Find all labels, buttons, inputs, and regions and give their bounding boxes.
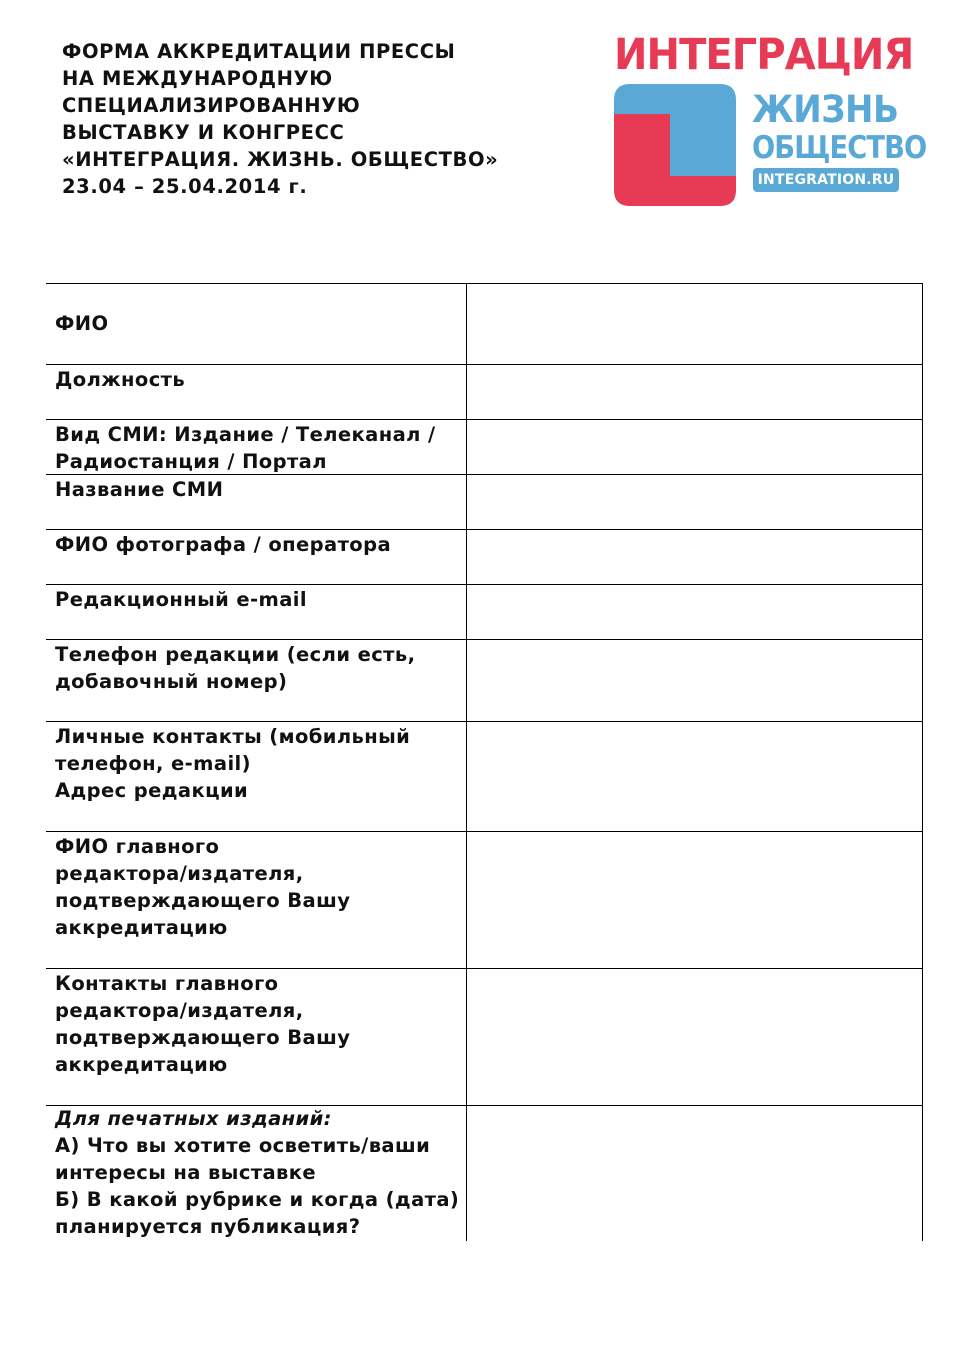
row-label	[55, 586, 460, 613]
label-line: Редакционный e-mail	[55, 588, 307, 611]
label-line: добавочный номер)	[55, 670, 288, 693]
label-line: Вид СМИ: Издание / Телеканал /	[55, 423, 436, 446]
label-line: ФИО	[55, 312, 109, 335]
label-line: Адрес редакции	[55, 779, 249, 802]
row-label	[55, 421, 460, 475]
title-line: 23.04 – 25.04.2014 г.	[62, 175, 308, 198]
media-name-field[interactable]	[467, 475, 922, 529]
integration-logo	[612, 30, 927, 210]
row-label	[55, 833, 460, 941]
logo-mark-icon	[614, 84, 736, 206]
personal-contacts-field[interactable]	[467, 722, 922, 831]
title-line: СПЕЦИАЛИЗИРОВАННУЮ	[62, 94, 361, 117]
logo-site-badge: INTEGRATION.RU	[753, 168, 899, 192]
form-row-print-media	[46, 1105, 923, 1241]
row-label	[55, 531, 460, 558]
label-line: Личные контакты (мобильный	[55, 725, 411, 748]
row-label	[55, 476, 460, 503]
row-label	[55, 970, 460, 1078]
label-line: интересы на выставке	[55, 1161, 317, 1184]
chief-editor-contacts-field[interactable]	[467, 969, 922, 1105]
label-line: подтверждающего Вашу	[55, 1026, 351, 1049]
label-line: Радиостанция / Портал	[55, 450, 327, 473]
label-italic-line: Для печатных изданий:	[55, 1107, 332, 1130]
title-line: НА МЕЖДУНАРОДНУЮ	[62, 67, 333, 90]
label-line: Б) В какой рубрике и когда (дата)	[55, 1188, 460, 1211]
row-label	[55, 366, 460, 393]
media-type-field[interactable]	[467, 420, 922, 474]
chief-editor-name-field[interactable]	[467, 832, 922, 968]
label-line: А) Что вы хотите осветить/ваши	[55, 1134, 431, 1157]
label-line: аккредитацию	[55, 1053, 228, 1076]
row-label	[55, 310, 460, 337]
row-label	[55, 1105, 460, 1240]
title-line: ВЫСТАВКУ И КОНГРЕСС	[62, 121, 345, 144]
label-line: редактора/издателя,	[55, 862, 304, 885]
row-label	[55, 723, 460, 804]
accreditation-form-table	[46, 283, 923, 1241]
form-row-media-name	[46, 474, 923, 529]
title-line: ФОРМА АККРЕДИТАЦИИ ПРЕССЫ	[62, 40, 456, 63]
label-line: аккредитацию	[55, 916, 228, 939]
form-row-phone	[46, 639, 923, 721]
form-row-personal-contacts	[46, 721, 923, 831]
form-row-email	[46, 584, 923, 639]
label-line: подтверждающего Вашу	[55, 889, 351, 912]
form-row-chief-editor-contacts	[46, 968, 923, 1105]
row-label	[55, 641, 460, 695]
form-row-chief-editor-name	[46, 831, 923, 968]
logo-word-obshchestvo: ОБЩЕСТВО	[752, 130, 927, 166]
label-line: Телефон редакции (если есть,	[55, 643, 416, 666]
label-line: Название СМИ	[55, 478, 224, 501]
form-row-photographer	[46, 529, 923, 584]
title-line: «ИНТЕГРАЦИЯ. ЖИЗНЬ. ОБЩЕСТВО»	[62, 148, 499, 171]
label-line: Должность	[55, 368, 186, 391]
position-field[interactable]	[467, 365, 922, 419]
photographer-field[interactable]	[467, 530, 922, 584]
label-line: редактора/издателя,	[55, 999, 304, 1022]
form-row-position	[46, 364, 923, 419]
form-row-media-type	[46, 419, 923, 474]
editorial-email-field[interactable]	[467, 585, 922, 639]
label-line: планируется публикация?	[55, 1215, 361, 1238]
print-media-field[interactable]	[467, 1106, 922, 1241]
label-line: телефон, e-mail)	[55, 752, 251, 775]
label-line: ФИО фотографа / оператора	[55, 533, 392, 556]
form-row-fio	[46, 283, 923, 364]
logo-top-word: ИНТЕГРАЦИЯ	[614, 30, 914, 80]
fio-field[interactable]	[467, 284, 922, 364]
form-title	[62, 38, 532, 200]
label-line: Контакты главного	[55, 972, 279, 995]
editorial-phone-field[interactable]	[467, 640, 922, 721]
label-line: ФИО главного	[55, 835, 220, 858]
logo-word-zhizn: ЖИЗНЬ	[752, 88, 899, 131]
